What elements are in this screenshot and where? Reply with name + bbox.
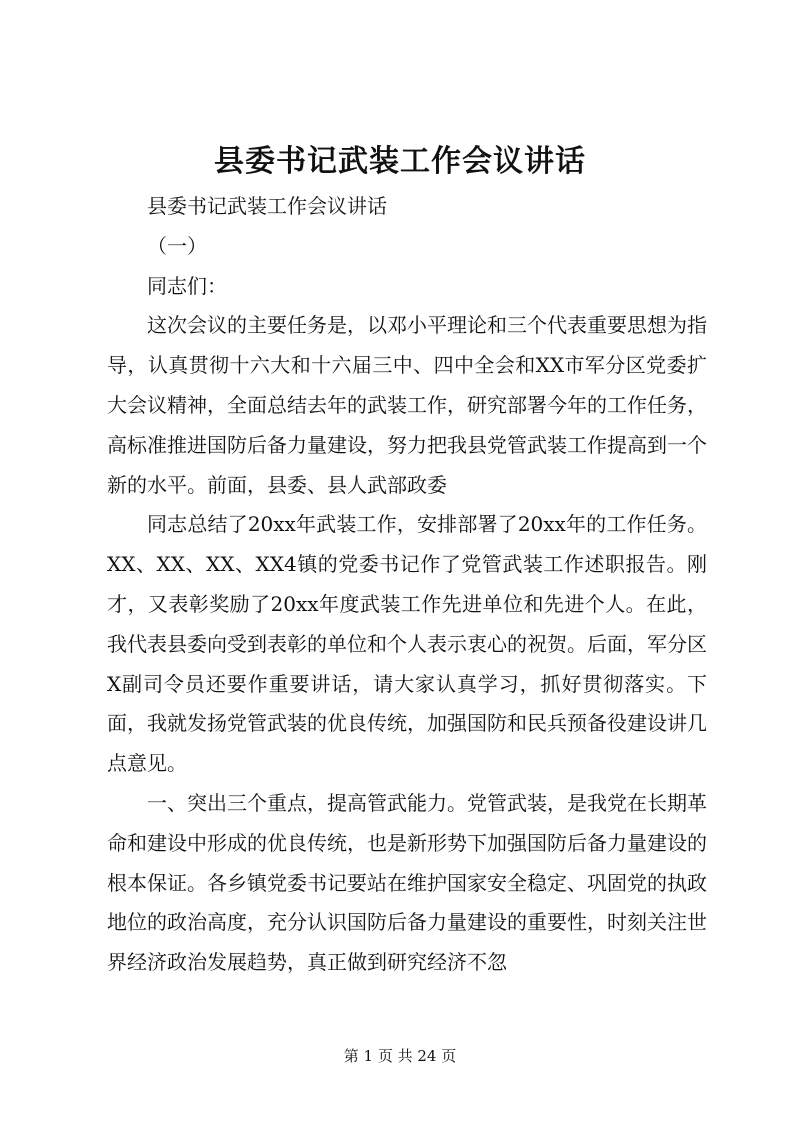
paragraph-salutation: 同志们： [147,273,227,298]
paragraph-subtitle: 县委书记武装工作会议讲话 [147,194,387,218]
paragraph-body-1: 这次会议的主要任务是，以邓小平理论和三个代表重要思想为指导，认真贯彻十六大和十六届三中、四中全会和XX市军分区党委扩大会议精神，全面总结去年的武装工作，研究部署今年的工作任务，高标准推进国防后备力量建设，努力把我县党管武装工作提高到一个新的水平。前面，县委、县人武部政委 [107,313,707,497]
page-footer: 第 1 页 共 24 页 [343,1047,457,1065]
paragraph-section-number: （一） [147,233,207,258]
document-title: 县委书记武装工作会议讲话 [214,144,586,179]
paragraph-body-2: 同志总结了20xx年武装工作，安排部署了20xx年的工作任务。XX、XX、XX、XX4镇的党委书记作了党管武装工作述职报告。刚才，又表彰奖励了20xx年度武装工作先进单位和先进个人。在此，我代表县委向受到表彰的单位和个人表示衷心的祝贺。后面，军分区X副司令员还要作重要讲话，请大家认真学习，抓好贯彻落实。下面，我就发扬党管武装的优良传统，加强国防和民兵预备役建设讲几点意见。 [107,512,707,776]
paragraph-body-3: 一、突出三个重点，提高管武能力。党管武装，是我党在长期革命和建设中形成的优良传统，也是新形势下加强国防后备力量建设的根本保证。各乡镇党委书记要站在维护国家安全稳定、巩固党的执政地位的政治高度，充分认识国防后备力量建设的重要性，时刻关注世界经济政治发展趋势，真正做到研究经济不忽 [107,790,707,975]
document-body [107,187,707,983]
